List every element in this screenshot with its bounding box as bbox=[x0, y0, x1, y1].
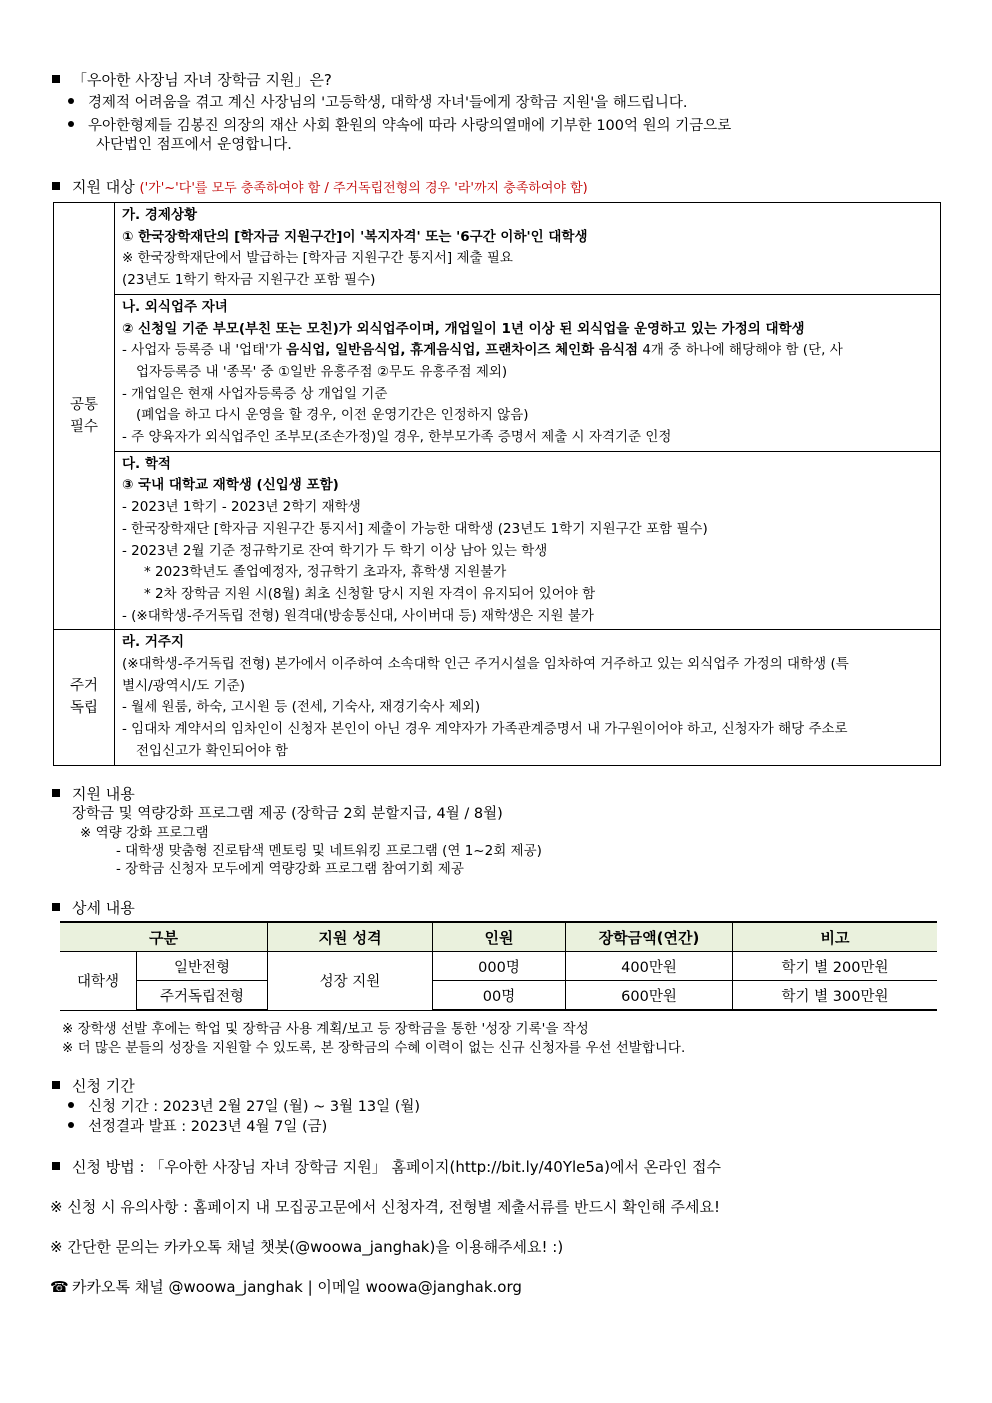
period-item-2: 선정결과 발표 : 2023년 4월 7일 (금) bbox=[68, 1117, 327, 1137]
table-row: 주거독립전형 00명 600만원 학기 별 300만원 bbox=[60, 981, 937, 1011]
bullet-dot-icon bbox=[68, 98, 74, 104]
support-line-3: - 대학생 맞춤형 진로탐색 멘토링 및 네트워킹 프로그램 (연 1~2회 제공) bbox=[116, 843, 542, 859]
common-required-label: 공통 필수 bbox=[54, 203, 115, 630]
square-bullet-icon bbox=[52, 789, 60, 797]
section-enrollment: 다. 학적 ③ 국내 대학교 재학생 (신입생 포함) - 2023년 1학기 - 2023년 2학기 재학생 - 한국장학재단 [학자금 지원구간 통지서] 제출이 가능한 대학생 (23년도 1학기 지원구간 포함 필수) - 2023년 2월 기준 정규학기로 잔여 학기가 두 학기 이상 남아 있는 학생 * 2023학년도 졸업예정자, 정규학기 초과자, 휴학생 지원불가 * 2차 장학금 지원 시(8월) 최초 신청할 당시 지원 자격이 유지되어 있어야 함 - (※대학생-주거독립 전형) 원격대(방송통신대, 사이버대 등) 재학생은 지원 불가 bbox=[115, 451, 941, 630]
header-note: 비고 bbox=[733, 922, 938, 952]
inquiry-text: ※ 간단한 문의는 카카오톡 채널 챗봇(@woowa_janghak)을 이용해주세요! :) bbox=[50, 1238, 564, 1256]
support-line-4: - 장학금 신청자 모두에게 역량강화 프로그램 참여기회 제공 bbox=[116, 861, 464, 877]
details-table bbox=[60, 921, 937, 1011]
header-category: 구분 bbox=[60, 922, 268, 952]
square-bullet-icon bbox=[52, 1081, 60, 1089]
eligibility-heading: 지원 대상 ('가'~'다'를 모두 충족하여야 함 / 주거독립전형의 경우 '라'까지 충족하여야 함) bbox=[52, 177, 588, 199]
support-line-1: 장학금 및 역량강화 프로그램 제공 (장학금 2회 분할지급, 4월 / 8월) bbox=[72, 806, 503, 822]
eligibility-note: ('가'~'다'를 모두 충족하여야 함 / 주거독립전형의 경우 '라'까지 충족하여야 함) bbox=[139, 181, 588, 196]
intro-title: 「우아한 사장님 자녀 장학금 지원」은? bbox=[72, 71, 332, 89]
caution-text: ※ 신청 시 유의사항 : 홈페이지 내 모집공고문에서 신청자격, 전형별 제출서류를 반드시 확인해 주세요! bbox=[50, 1198, 720, 1216]
group-cell: 대학생 bbox=[60, 952, 137, 1011]
support-line-2: ※ 역량 강화 프로그램 bbox=[80, 825, 209, 841]
method-line: 신청 방법 : 「우아한 사장님 자녀 장학금 지원」 홈페이지(http://bit.ly/40Yle5a)에서 온라인 접수 bbox=[52, 1157, 721, 1177]
intro-bullet-1: 경제적 어려움을 겪고 계신 사장님의 '고등학생, 대학생 자녀'들에게 장학금 지원'을 해드립니다. bbox=[68, 93, 688, 113]
section-economic: 가. 경제상황 ① 한국장학재단의 [학자금 지원구간]이 '복지자격' 또는 '6구간 이하'인 대학생 ※ 한국장학재단에서 발급하는 [학자금 지원구간 통지서] 제출 필요 (23년도 1학기 학자금 지원구간 포함 필수) bbox=[115, 203, 941, 295]
homepage-link[interactable]: http://bit.ly/40Yle5a bbox=[455, 1158, 605, 1176]
intro-heading bbox=[52, 70, 332, 90]
section-residence: 라. 거주지 (※대학생-주거독립 전형) 본가에서 이주하여 소속대학 인근 주거시설을 임차하여 거주하고 있는 외식업주 가정의 대학생 (특 별시/광역시/도 기준) - 월세 원룸, 하숙, 고시원 등 (전세, 기숙사, 재경기숙사 제외) - 임대차 계약서의 임차인이 신청자 본인이 아닌 경우 계약자가 가족관계증명서 내 가구원이어야 하고, 신청자가 해당 주소로 전입신고가 확인되어야 함 bbox=[115, 630, 941, 765]
housing-independent-label: 주거 독립 bbox=[54, 630, 115, 765]
period-item-1: 신청 기간 : 2023년 2월 27일 (월) ~ 3월 13일 (월) bbox=[68, 1097, 420, 1117]
intro-bullet-2-cont: 사단법인 점프에서 운영합니다. bbox=[96, 137, 292, 153]
contact-line: ☎ 카카오톡 채널 @woowa_janghak | 이메일 woowa@janghak.org bbox=[50, 1278, 522, 1296]
details-note-1: ※ 장학생 선발 후에는 학업 및 장학금 사용 계획/보고 등 장학금을 통한 '성장 기록'을 작성 bbox=[62, 1021, 589, 1037]
bullet-dot-icon bbox=[68, 1122, 74, 1128]
square-bullet-icon bbox=[52, 1162, 60, 1170]
period-heading: 신청 기간 bbox=[52, 1076, 135, 1096]
section-restaurant-owner: 나. 외식업주 자녀 ② 신청일 기준 부모(부친 또는 모친)가 외식업주이며, 개업일이 1년 이상 된 외식업을 운영하고 있는 가정의 대학생 - 사업자 등록증 내 '업태'가 음식업, 일반음식업, 휴게음식업, 프랜차이즈 체인화 음식점 4개 중 하나에 해당해야 함 (단, 사 업자등록증 내 '종목' 중 ①일반 유흥주점 ②무도 유흥주점 제외) - 개업일은 현재 사업자등록증 상 개업일 기준 (폐업을 하고 다시 운영을 할 경우, 이전 운영기간은 인정하지 않음) - 주 양육자가 외식업주인 조부모(조손가정)일 경우, 한부모가족 증명서 제출 시 자격기준 인정 bbox=[115, 294, 941, 451]
square-bullet-icon bbox=[52, 182, 60, 190]
header-nature: 지원 성격 bbox=[268, 922, 433, 952]
details-heading: 상세 내용 bbox=[52, 898, 135, 918]
square-bullet-icon bbox=[52, 903, 60, 911]
header-amount: 장학금액(연간) bbox=[566, 922, 733, 952]
intro-bullet-2: 우아한형제들 김봉진 의장의 재산 사회 환원의 약속에 따라 사랑의열매에 기부한 100억 원의 기금으로 bbox=[68, 116, 731, 136]
header-count: 인원 bbox=[433, 922, 566, 952]
bullet-dot-icon bbox=[68, 121, 74, 127]
phone-icon: ☎ bbox=[50, 1278, 69, 1296]
square-bullet-icon bbox=[52, 75, 60, 83]
table-row: 대학생 일반전형 성장 지원 000명 400만원 학기 별 200만원 bbox=[60, 952, 937, 981]
eligibility-table bbox=[53, 202, 941, 766]
bullet-dot-icon bbox=[68, 1102, 74, 1108]
nature-cell: 성장 지원 bbox=[268, 952, 433, 1011]
details-note-2: ※ 더 많은 분들의 성장을 지원할 수 있도록, 본 장학금의 수혜 이력이 없는 신규 신청자를 우선 선발합니다. bbox=[62, 1040, 686, 1056]
support-heading: 지원 내용 bbox=[52, 784, 135, 804]
